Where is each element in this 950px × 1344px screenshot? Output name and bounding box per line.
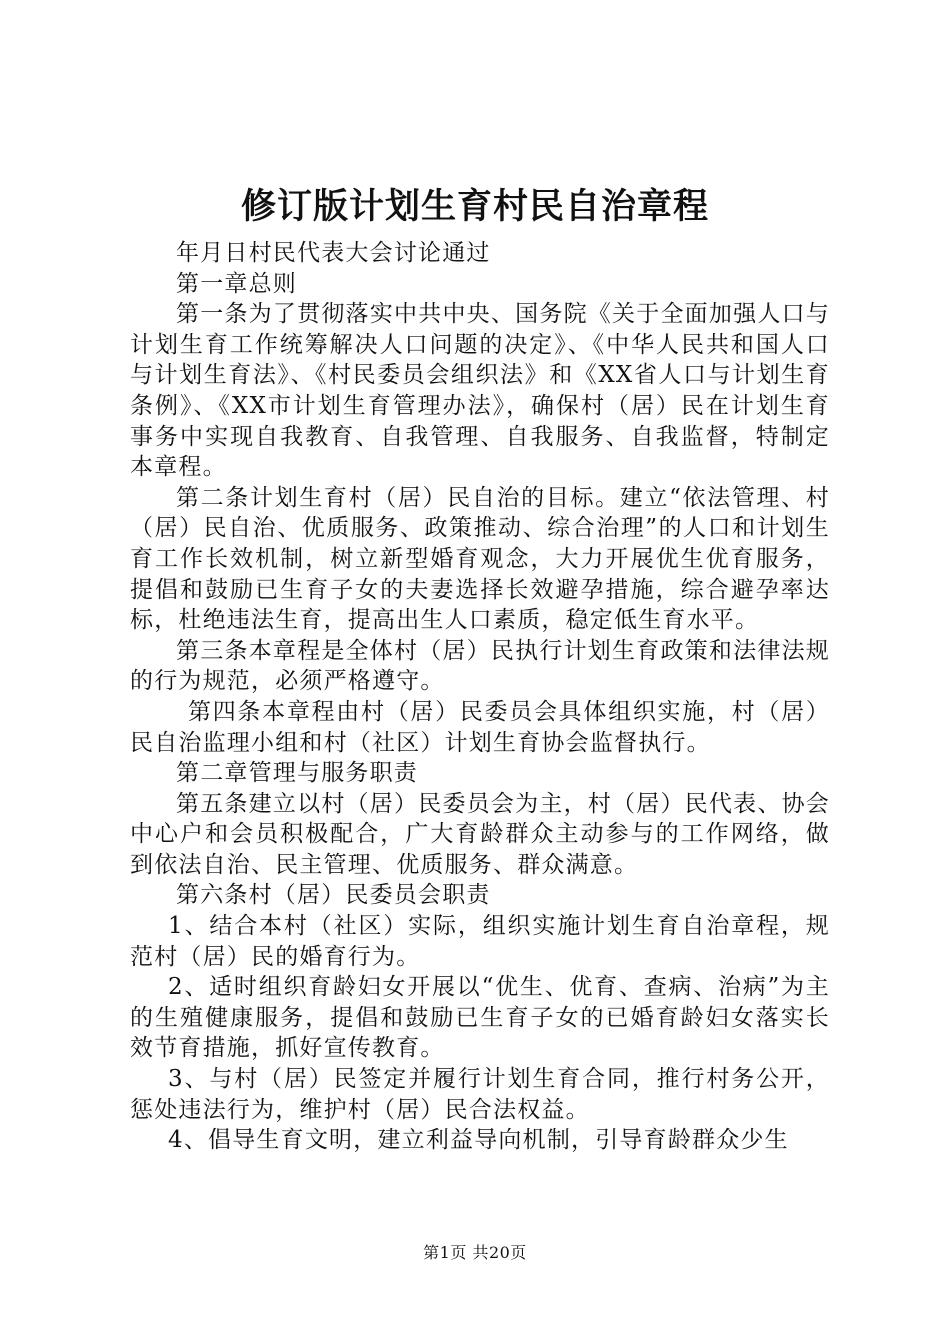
article-paragraph: 第六条村（居）民委员会职责 [176, 882, 491, 909]
document-body [130, 238, 830, 1156]
chapter-heading: 第二章管理与服务职责 [176, 760, 418, 787]
chapter-heading: 第一章总则 [176, 270, 297, 297]
list-item: 4、倡导生育文明，建立利益导向机制，引导育龄群众少生 [168, 1127, 789, 1154]
meeting-note: 年月日村民代表大会讨论通过 [176, 240, 491, 266]
list-item: 2、适时组织育龄妇女开展以“优生、优育、查病、治病”为主的生殖健康服务，提倡和鼓励已生育子女的已婚育龄妇女落实长效节育措施，抓好宣传教育。 [130, 974, 830, 1062]
article-paragraph: 第三条本章程是全体村（居）民执行计划生育政策和法律法规的行为规范，必须严格遵守。 [130, 637, 830, 695]
list-item: 1、结合本村（社区）实际，组织实施计划生育自治章程，规范村（居）民的婚育行为。 [130, 913, 830, 970]
document-title: 修订版计划生育村民自治章程 [240, 187, 709, 227]
article-paragraph: 第四条本章程由村（居）民委员会具体组织实施，村（居）民自治监理小组和村（社区）计划生育协会监督执行。 [130, 698, 830, 756]
article-paragraph: 第一条为了贯彻落实中共中央、国务院《关于全面加强人口与计划生育工作统筹解决人口问题的决定》、《中华人民共和国人口与计划生育法》、《村民委员会组织法》和《XX省人口与计划生育条例》、《XX市计划生育管理办法》，确保村（居）民在计划生育事务中实现自我教育、自我管理、自我服务、自我监督，特制定本章程。 [130, 301, 830, 481]
page-number: 第1页 共20页 [423, 1243, 527, 1262]
article-paragraph: 第二条计划生育村（居）民自治的目标。建立“依法管理、村（居）民自治、优质服务、政策推动、综合治理”的人口和计划生育工作长效机制，树立新型婚育观念，大力开展优生优育服务，提倡和鼓励已生育子女的夫妻选择长效避孕措施，综合避孕率达标，杜绝违法生育，提高出生人口素质，稳定低生育水平。 [130, 484, 830, 634]
article-paragraph: 第五条建立以村（居）民委员会为主，村（居）民代表、协会中心户和会员积极配合，广大育龄群众主动参与的工作网络，做到依法自治、民主管理、优质服务、群众满意。 [130, 790, 830, 878]
list-item: 3、与村（居）民签定并履行计划生育合同，推行村务公开，惩处违法行为，维护村（居）民合法权益。 [130, 1066, 830, 1123]
